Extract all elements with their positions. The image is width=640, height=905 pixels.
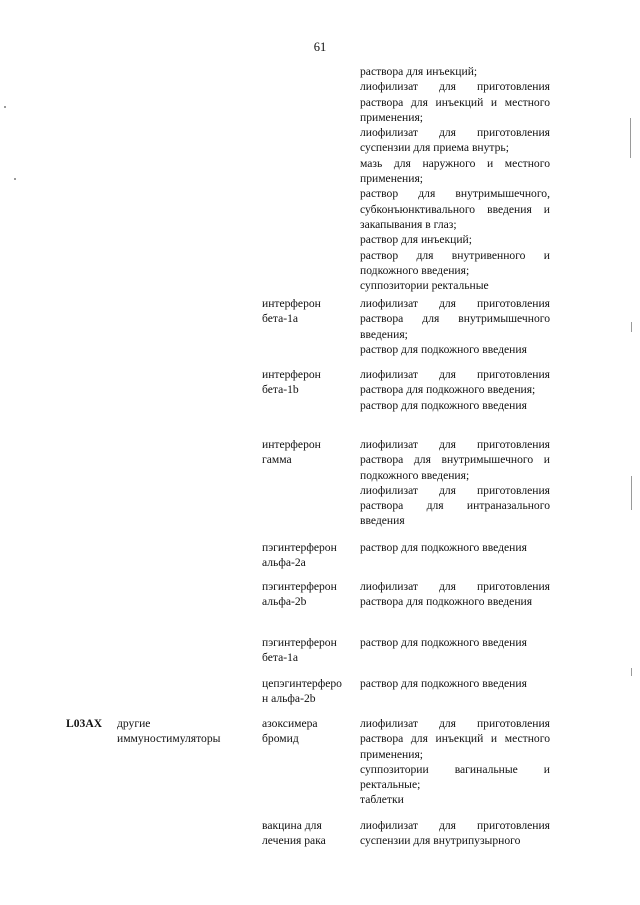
drug-name: пэгинтерферон альфа-2a: [262, 541, 337, 570]
dosage-forms: лиофилизат для приготовления раствора для внутримышечного и подкожного введения; лиофилизат для приготовления раствора для интраназального введения: [360, 438, 550, 528]
scan-speck: [630, 118, 631, 158]
dosage-forms-continuation: раствора для инъекций; лиофилизат для приготовления раствора для инъекций и местного применения; лиофилизат для приготовления суспензии для приема внутрь; мазь для наружного и местного применения; раствор для внутримышечного, субконъюнктивального введения и закапывания в глаз; раствор для инъекций; раствор для внутривенного и подкожного введения; суппозитории ректальные: [360, 65, 550, 293]
scan-speck: [4, 106, 6, 108]
drug-name: пэгинтерферон альфа-2b: [262, 580, 337, 609]
dosage-forms: лиофилизат для приготовления раствора для инъекций и местного применения; суппозитории вагинальные и ректальные; таблетки: [360, 717, 550, 807]
scan-speck: [631, 668, 632, 676]
drug-name: азоксимера бромид: [262, 717, 318, 746]
scan-speck: [631, 322, 632, 332]
dosage-forms: лиофилизат для приготовления раствора для подкожного введения; раствор для подкожного введения: [360, 368, 550, 412]
scan-speck: [631, 476, 632, 510]
dosage-forms: раствор для подкожного введения: [360, 541, 527, 554]
page-number: 61: [313, 40, 327, 54]
scan-speck: [14, 178, 16, 180]
dosage-forms: раствор для подкожного введения: [360, 677, 527, 690]
atc-group-title: другие иммуностимуляторы: [117, 717, 221, 746]
drug-name: вакцина для лечения рака: [262, 819, 326, 848]
drug-name: цепэгинтерферо н альфа-2b: [262, 677, 342, 706]
dosage-forms: раствор для подкожного введения: [360, 636, 527, 649]
drug-name: интерферон гамма: [262, 438, 321, 467]
atc-code: L03AX: [66, 717, 103, 730]
drug-name: интерферон бета-1a: [262, 297, 321, 326]
drug-name: интерферон бета-1b: [262, 368, 321, 397]
dosage-forms: лиофилизат для приготовления раствора для подкожного введения: [360, 580, 550, 609]
drug-name: пэгинтерферон бета-1a: [262, 636, 337, 665]
dosage-forms: лиофилизат для приготовления раствора для внутримышечного введения; раствор для подкожного введения: [360, 297, 550, 356]
dosage-forms: лиофилизат для приготовления суспензии для внутрипузырного: [360, 819, 550, 848]
